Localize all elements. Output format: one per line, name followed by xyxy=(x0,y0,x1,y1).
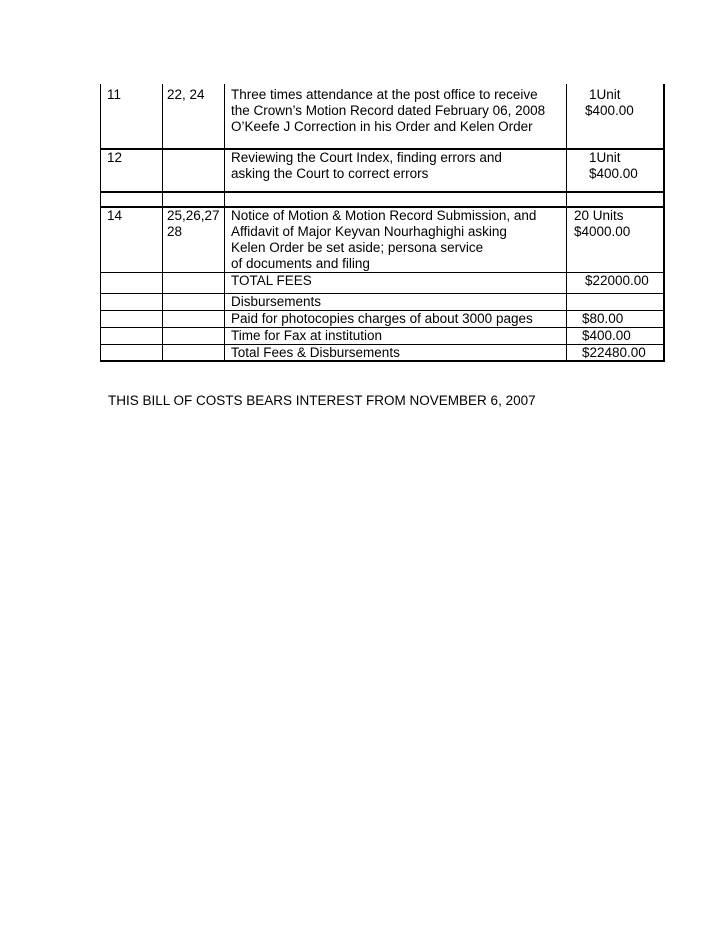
description-line: of documents and filing xyxy=(231,256,370,271)
amount-value: $400.00 xyxy=(585,103,634,118)
table-row-divider xyxy=(100,272,665,273)
grand-total-label: Total Fees & Disbursements xyxy=(231,345,400,360)
table-row-divider xyxy=(100,293,665,294)
description-line: O’Keefe J Correction in his Order and Kelen Order xyxy=(231,119,533,134)
item-number: 14 xyxy=(107,208,123,223)
table-col-divider xyxy=(162,84,163,362)
table-row-divider xyxy=(100,191,665,193)
disbursement-item-amount: $80.00 xyxy=(582,311,624,326)
disbursement-item-label: Paid for photocopies charges of about 3000 pages xyxy=(231,311,533,326)
item-number: 11 xyxy=(107,87,122,102)
disbursement-item-amount: $400.00 xyxy=(582,328,631,343)
interest-note: THIS BILL OF COSTS BEARS INTEREST FROM NOVEMBER 6, 2007 xyxy=(108,393,536,408)
description-line: Kelen Order be set aside; persona service xyxy=(231,240,484,255)
description-line: Notice of Motion & Motion Record Submission, and xyxy=(231,208,537,223)
description-line: Three times attendance at the post office to receive xyxy=(231,87,538,102)
total-fees-label: TOTAL FEES xyxy=(231,273,312,288)
table-col-divider xyxy=(566,84,567,362)
units-value: 1Unit xyxy=(589,150,621,165)
units-value: 20 Units xyxy=(574,208,624,223)
amount-value: $4000.00 xyxy=(574,224,631,239)
tariff-number: 25,26,27 xyxy=(167,208,220,223)
units-value: 1Unit xyxy=(589,87,621,102)
table-col-divider xyxy=(100,84,101,362)
tariff-number: 22, 24 xyxy=(167,87,205,102)
tariff-number: 28 xyxy=(167,224,183,239)
description-line: the Crown’s Motion Record dated February 06, 2008 xyxy=(231,103,546,118)
amount-value: $400.00 xyxy=(589,166,638,181)
description-line: Reviewing the Court Index, finding errors and xyxy=(231,150,502,165)
total-fees-amount: $22000.00 xyxy=(585,273,649,288)
item-number: 12 xyxy=(107,150,123,165)
table-col-divider xyxy=(224,84,225,362)
table-col-divider xyxy=(663,84,665,362)
description-line: asking the Court to correct errors xyxy=(231,166,429,181)
bill-of-costs-table xyxy=(100,84,665,362)
table-row-divider xyxy=(100,327,665,328)
description-line: Affidavit of Major Keyvan Nourhaghighi asking xyxy=(231,224,507,239)
disbursement-item-label: Time for Fax at institution xyxy=(231,328,383,343)
grand-total-amount: $22480.00 xyxy=(582,345,646,360)
disbursements-label: Disbursements xyxy=(231,294,322,309)
